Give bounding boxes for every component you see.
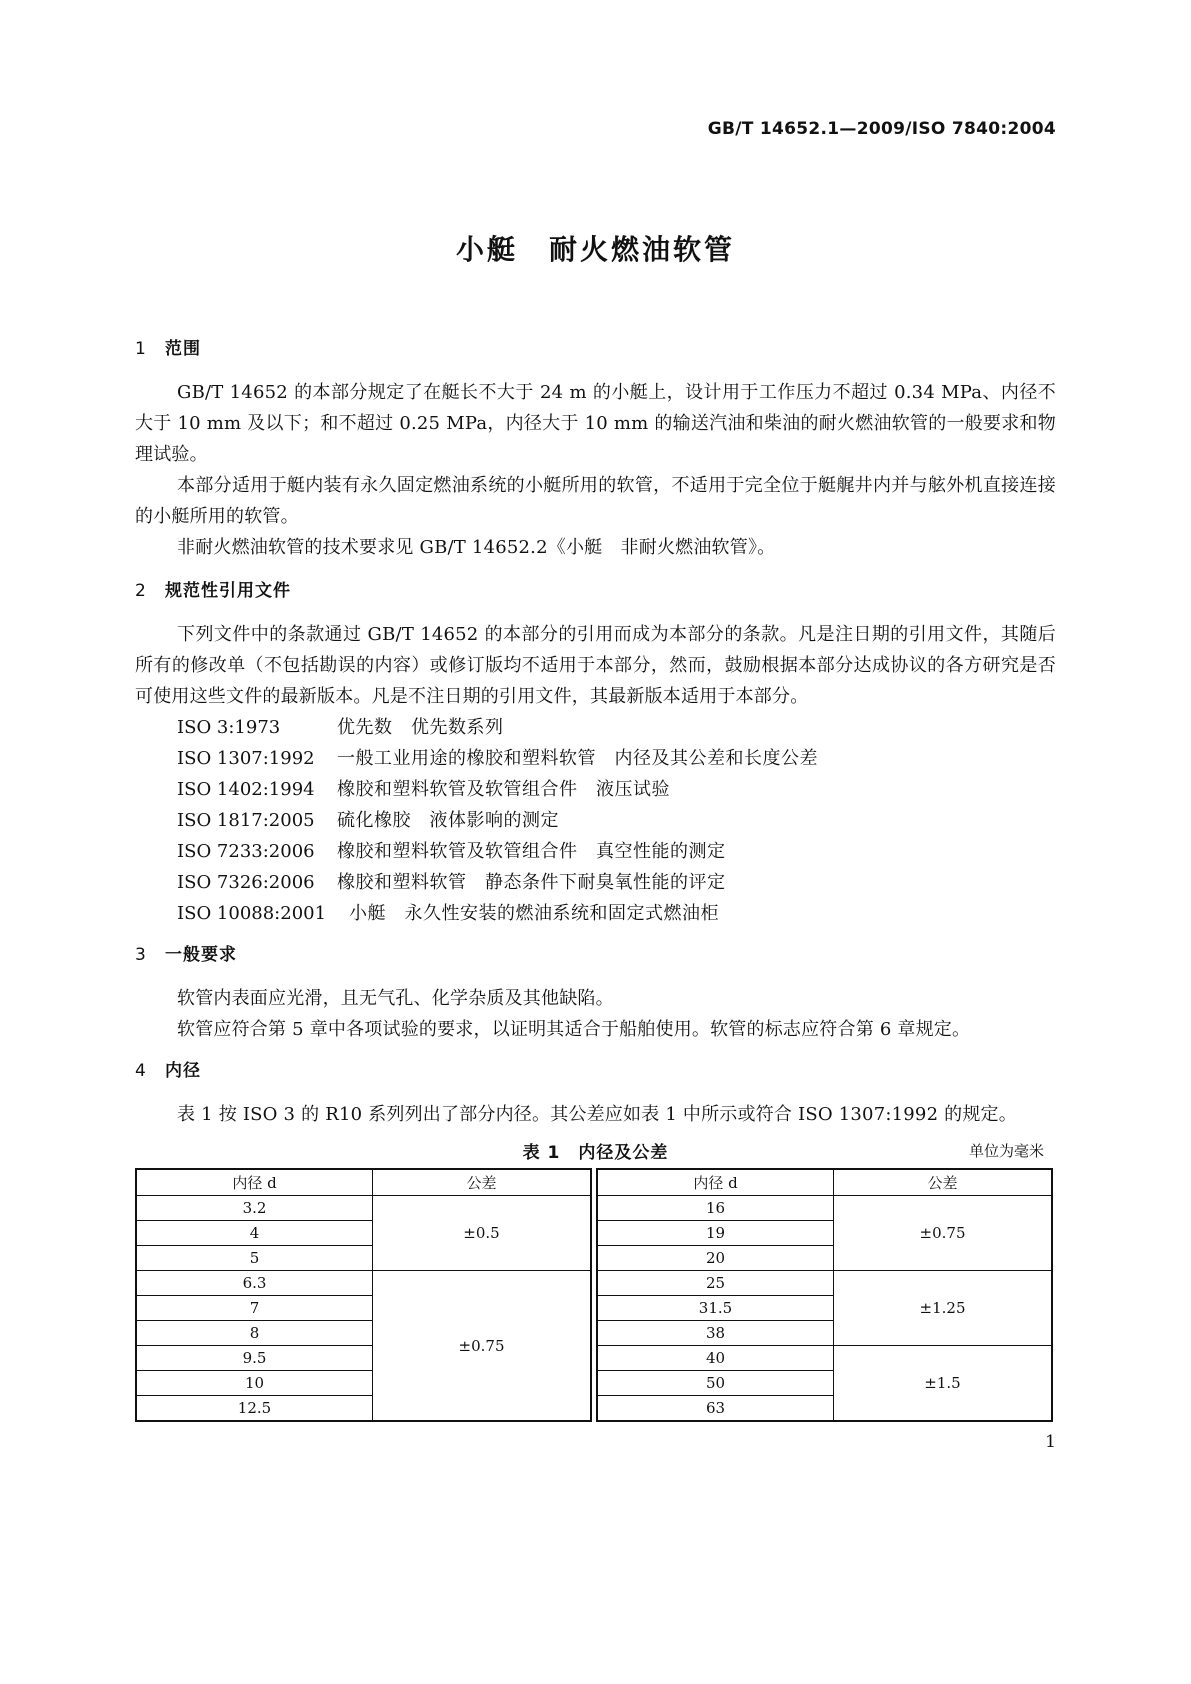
- table-row: [597, 1271, 1052, 1296]
- reference-code: ISO 1307:1992: [177, 748, 315, 769]
- section-number: 4: [135, 1061, 147, 1081]
- table-row: [597, 1196, 1052, 1221]
- section-number: 1: [135, 339, 147, 359]
- cell-tolerance: ±1.5: [834, 1346, 1053, 1422]
- cell-diameter: 31.5: [597, 1296, 834, 1321]
- cell-tolerance: ±0.75: [373, 1271, 592, 1422]
- cell-diameter: 8: [136, 1321, 373, 1346]
- cell-diameter: 6.3: [136, 1271, 373, 1296]
- cell-diameter: 7: [136, 1296, 373, 1321]
- section-number: 2: [135, 581, 147, 601]
- reference-code: ISO 10088:2001: [177, 903, 327, 924]
- header-inner-diameter: 内径 d: [597, 1169, 834, 1196]
- cell-diameter: 19: [597, 1221, 834, 1246]
- table-1: [135, 1168, 1056, 1422]
- reference-code: ISO 7233:2006: [177, 841, 315, 862]
- header-inner-diameter: 内径 d: [136, 1169, 373, 1196]
- cell-diameter: 12.5: [136, 1396, 373, 1422]
- reference-item: [135, 774, 1056, 805]
- reference-item: [135, 898, 1056, 929]
- reference-title: 橡胶和塑料软管 静态条件下耐臭氧性能的评定: [337, 872, 726, 893]
- cell-diameter: 16: [597, 1196, 834, 1221]
- reference-title: 一般工业用途的橡胶和塑料软管 内径及其公差和长度公差: [337, 748, 818, 769]
- table-left: [135, 1168, 592, 1422]
- cell-diameter: 25: [597, 1271, 834, 1296]
- cell-diameter: 20: [597, 1246, 834, 1271]
- reference-item: [135, 867, 1056, 898]
- table-unit: 单位为毫米: [968, 1142, 1044, 1160]
- cell-tolerance: ±1.25: [834, 1271, 1053, 1346]
- section-2-paragraph: 下列文件中的条款通过 GB/T 14652 的本部分的引用而成为本部分的条款。凡是注日期的引用文件，其随后所有的修改单（不包括勘误的内容）或修订版均不适用于本部分，然而，鼓励根据本部分达成协议的各方研究是否可使用这些文件的最新版本。凡是不注日期的引用文件，其最新版本适用于本部分。: [135, 624, 1056, 707]
- section-title: 内径: [165, 1061, 201, 1081]
- table-row: [136, 1196, 591, 1221]
- table-right: [596, 1168, 1053, 1422]
- section-title: 范围: [165, 339, 201, 359]
- page-number: 1: [1045, 1432, 1056, 1452]
- table-row: [597, 1346, 1052, 1371]
- section-1-heading: [135, 333, 1056, 365]
- section-3-paragraph-1: 软管内表面应光滑，且无气孔、化学杂质及其他缺陷。: [177, 988, 614, 1009]
- cell-diameter: 9.5: [136, 1346, 373, 1371]
- reference-item: [135, 743, 1056, 774]
- reference-item: [135, 712, 1056, 743]
- document-title: 小艇 耐火燃油软管: [455, 233, 735, 266]
- cell-tolerance: ±0.5: [373, 1196, 592, 1271]
- cell-diameter: 63: [597, 1396, 834, 1422]
- table-row: [136, 1271, 591, 1296]
- section-1-paragraph-3: 非耐火燃油软管的技术要求见 GB/T 14652.2《小艇 非耐火燃油软管》。: [177, 537, 776, 558]
- table-header-row: [597, 1169, 1052, 1196]
- document-body: [135, 325, 1056, 1422]
- cell-diameter: 50: [597, 1371, 834, 1396]
- cell-diameter: 38: [597, 1321, 834, 1346]
- cell-diameter: 4: [136, 1221, 373, 1246]
- cell-tolerance: ±0.75: [834, 1196, 1053, 1271]
- cell-diameter: 3.2: [136, 1196, 373, 1221]
- section-1-paragraph-2: 本部分适用于艇内装有永久固定燃油系统的小艇所用的软管，不适用于完全位于艇艉井内并与舷外机直接连接的小艇所用的软管。: [135, 475, 1056, 527]
- cell-diameter: 10: [136, 1371, 373, 1396]
- header-tolerance: 公差: [373, 1169, 592, 1196]
- header-tolerance: 公差: [834, 1169, 1053, 1196]
- section-4-paragraph: 表 1 按 ISO 3 的 R10 系列列出了部分内径。其公差应如表 1 中所示或符合 ISO 1307:1992 的规定。: [177, 1104, 1017, 1125]
- reference-title: 硫化橡胶 液体影响的测定: [337, 810, 559, 831]
- table-header-row: [136, 1169, 591, 1196]
- section-4-heading: [135, 1055, 1056, 1087]
- cell-diameter: 5: [136, 1246, 373, 1271]
- cell-diameter: 40: [597, 1346, 834, 1371]
- reference-code: ISO 3:1973: [177, 717, 281, 738]
- reference-title: 小艇 永久性安装的燃油系统和固定式燃油柜: [349, 903, 719, 924]
- section-title: 规范性引用文件: [165, 581, 291, 601]
- reference-title: 橡胶和塑料软管及软管组合件 液压试验: [337, 779, 670, 800]
- table-caption-row: [135, 1134, 1056, 1168]
- reference-code: ISO 1817:2005: [177, 810, 315, 831]
- section-1-paragraph-1: GB/T 14652 的本部分规定了在艇长不大于 24 m 的小艇上，设计用于工作压力不超过 0.34 MPa、内径不大于 10 mm 及以下；和不超过 0.25 MPa，内径大于 10 mm 的输送汽油和柴油的耐火燃油软管的一般要求和物理试验。: [135, 382, 1056, 465]
- section-3-paragraph-2: 软管应符合第 5 章中各项试验的要求，以证明其适合于船舶使用。软管的标志应符合第 6 章规定。: [177, 1019, 971, 1040]
- section-2-heading: [135, 575, 1056, 607]
- reference-item: [135, 805, 1056, 836]
- reference-code: ISO 1402:1994: [177, 779, 315, 800]
- section-3-heading: [135, 939, 1056, 971]
- reference-title: 橡胶和塑料软管及软管组合件 真空性能的测定: [337, 841, 726, 862]
- reference-item: [135, 836, 1056, 867]
- reference-title: 优先数 优先数系列: [337, 717, 504, 738]
- reference-code: ISO 7326:2006: [177, 872, 315, 893]
- table-caption: 表 1 内径及公差: [522, 1143, 669, 1163]
- section-number: 3: [135, 945, 147, 965]
- section-title: 一般要求: [165, 945, 237, 965]
- standard-code: GB/T 14652.1—2009/ISO 7840:2004: [707, 119, 1056, 139]
